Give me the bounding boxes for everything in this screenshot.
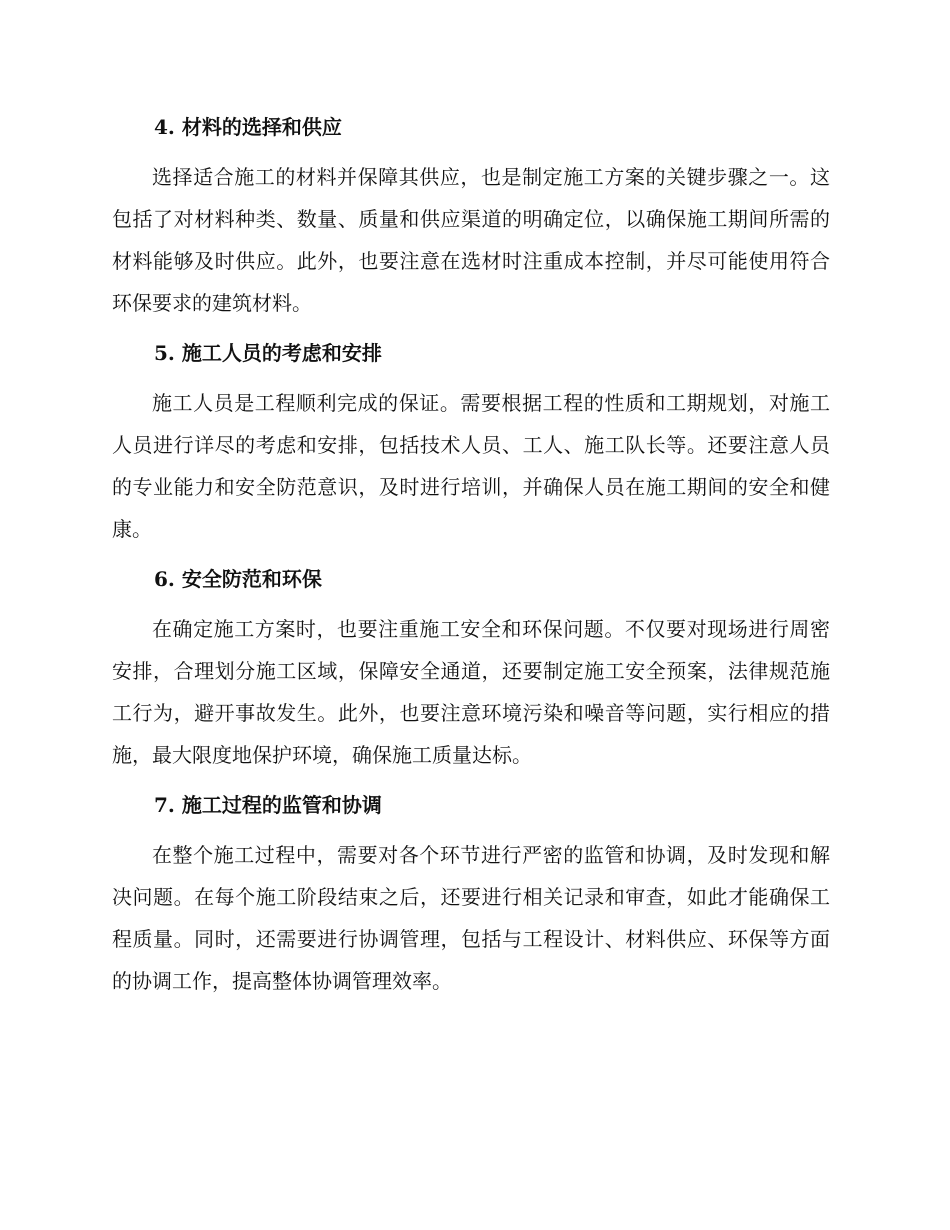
section-heading: 5. 施工人员的考虑和安排 [154, 341, 382, 365]
section-materials [112, 110, 830, 324]
section-supervision-coordination [112, 788, 830, 1002]
section-heading: 4. 材料的选择和供应 [154, 115, 342, 139]
section-heading: 6. 安全防范和环保 [154, 567, 322, 591]
section-paragraph: 在整个施工过程中，需要对各个环节进行严密的监管和协调，及时发现和解决问题。在每个施工阶段结束之后，还要进行相关记录和审查，如此才能确保工程质量。同时，还需要进行协调管理，包括与工程设计、材料供应、环保等方面的协调工作，提高整体协调管理效率。 [112, 843, 830, 993]
section-heading: 7. 施工过程的监管和协调 [154, 793, 382, 817]
section-paragraph: 施工人员是工程顺利完成的保证。需要根据工程的性质和工期规划，对施工人员进行详尽的考虑和安排，包括技术人员、工人、施工队长等。还要注意人员的专业能力和安全防范意识，及时进行培训，并确保人员在施工期间的安全和健康。 [112, 391, 830, 541]
section-safety-environment [112, 562, 830, 776]
section-paragraph: 选择适合施工的材料并保障其供应，也是制定施工方案的关键步骤之一。这包括了对材料种类、数量、质量和供应渠道的明确定位，以确保施工期间所需的材料能够及时供应。此外，也要注意在选材时注重成本控制，并尽可能使用符合环保要求的建筑材料。 [112, 165, 830, 315]
document-body [112, 110, 830, 1014]
section-paragraph: 在确定施工方案时，也要注重施工安全和环保问题。不仅要对现场进行周密安排，合理划分施工区域，保障安全通道，还要制定施工安全预案，法律规范施工行为，避开事故发生。此外，也要注意环境污染和噪音等问题，实行相应的措施，最大限度地保护环境，确保施工质量达标。 [112, 617, 830, 767]
section-personnel [112, 336, 830, 550]
